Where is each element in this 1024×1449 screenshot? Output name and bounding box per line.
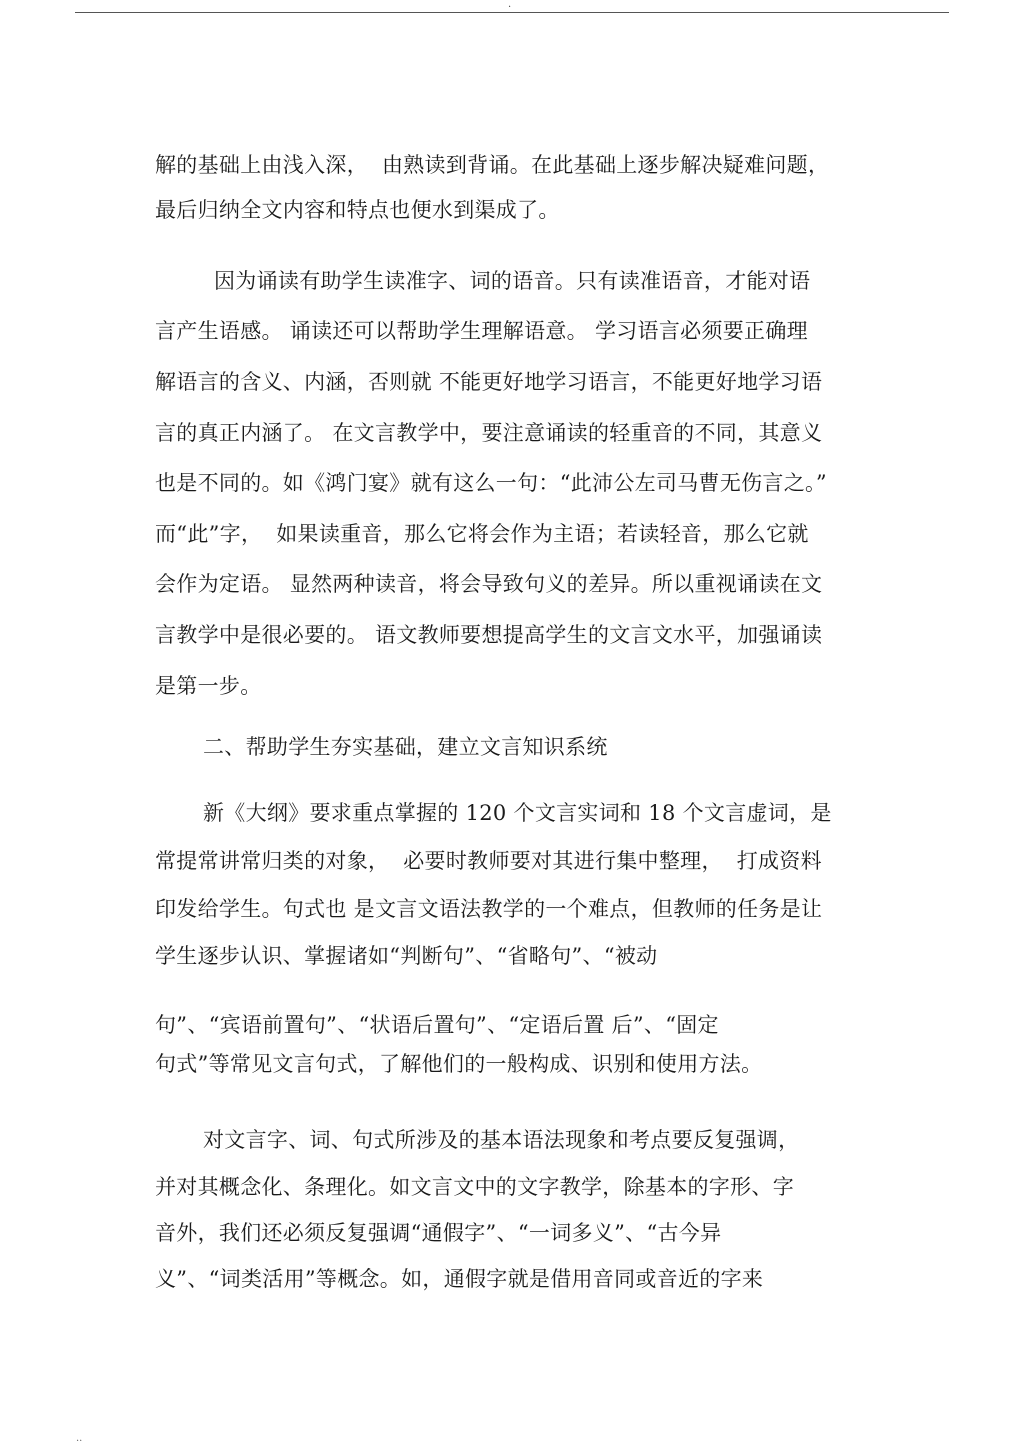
body-line: 学生逐步认识、掌握诸如“判断句”、“省略句”、“被动 bbox=[155, 944, 658, 968]
body-line: 句”、“宾语前置句”、“状语后置句”、“定语后置 后”、“固定 bbox=[155, 1013, 719, 1037]
header-rule bbox=[75, 12, 949, 13]
body-line: 常提常讲常归类的对象， 必要时教师要对其进行集中整理， 打成资料 bbox=[155, 849, 822, 873]
footer-mark: .. bbox=[76, 1433, 83, 1444]
body-line: 言产生语感。 诵读还可以帮助学生理解语意。 学习语言必须要正确理 bbox=[155, 319, 808, 343]
body-line: 而“此”字， 如果读重音，那么它将会作为主语；若读轻音，那么它就 bbox=[155, 522, 809, 546]
body-line: 解语言的含义、内涵，否则就 不能更好地学习语言，不能更好地学习语 bbox=[155, 370, 823, 394]
body-line: 音外，我们还必须反复强调“通假字”、“一词多义”、“古今异 bbox=[155, 1221, 722, 1245]
body-line: 并对其概念化、条理化。如文言文中的文字教学，除基本的字形、字 bbox=[155, 1175, 794, 1199]
paragraph-first-line: 因为诵读有助学生读准字、词的语音。只有读准语音，才能对语 bbox=[214, 269, 811, 293]
body-line: 印发给学生。句式也 是文言文语法教学的一个难点，但教师的任务是让 bbox=[155, 897, 823, 921]
header-mark: . bbox=[508, 0, 512, 10]
body-line: 句式”等常见文言句式，了解他们的一般构成、识别和使用方法。 bbox=[155, 1052, 763, 1076]
body-line: 会作为定语。 显然两种读音，将会导致句义的差异。所以重视诵读在文 bbox=[155, 572, 823, 596]
body-line: 最后归纳全文内容和特点也便水到渠成了。 bbox=[155, 198, 560, 222]
section-heading: 二、帮助学生夯实基础，建立文言知识系统 bbox=[203, 735, 608, 759]
paragraph-first-line: 对文言字、词、句式所涉及的基本语法现象和考点要反复强调， bbox=[203, 1128, 800, 1152]
body-line: 是第一步。 bbox=[155, 674, 262, 698]
body-line: 言的真正内涵了。 在文言教学中，要注意诵读的轻重音的不同，其意义 bbox=[155, 421, 823, 445]
paragraph-first-line: 新《大纲》要求重点掌握的 120 个文言实词和 18 个文言虚词，是 bbox=[203, 801, 832, 825]
body-line: 也是不同的。如《鸿门宴》就有这么一句：“此沛公左司马曹无伤言之。” bbox=[155, 471, 827, 495]
body-line: 义”、“词类活用”等概念。如，通假字就是借用音同或音近的字来 bbox=[155, 1267, 764, 1291]
body-line: 解的基础上由浅入深， 由熟读到背诵。在此基础上逐步解决疑难问题， bbox=[155, 153, 830, 177]
body-line: 言教学中是很必要的。 语文教师要想提高学生的文言文水平，加强诵读 bbox=[155, 623, 823, 647]
